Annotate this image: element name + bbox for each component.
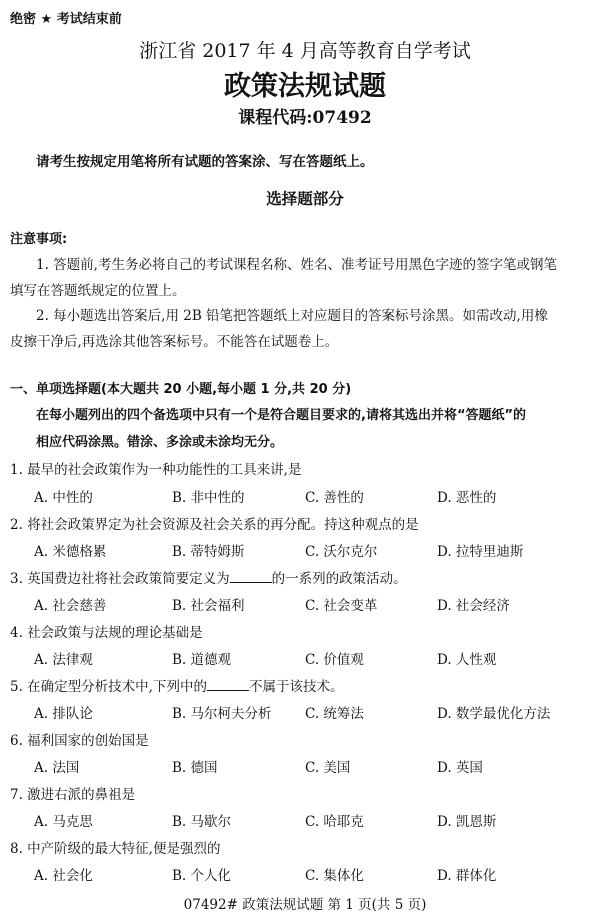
option-d: D. 人性观 xyxy=(437,652,497,668)
option-b: B. 马尔柯夫分析 xyxy=(172,706,272,722)
option-d: D. 凯恩斯 xyxy=(437,814,497,830)
question-stem: 5. 在确定型分析技术中,下列中的 不属于该技术。 xyxy=(10,679,344,695)
option-b: B. 非中性的 xyxy=(172,490,245,506)
option-d: D. 拉特里迪斯 xyxy=(437,544,524,560)
note-line: 填写在答题纸规定的位置上。 xyxy=(10,283,186,299)
answer-blank xyxy=(230,570,272,583)
part-title: 选择题部分 xyxy=(266,190,344,208)
option-b: B. 道德观 xyxy=(172,652,232,668)
option-a: A. 社会慈善 xyxy=(34,598,107,614)
option-b: B. 社会福利 xyxy=(172,598,245,614)
question-stem: 7. 激进右派的鼻祖是 xyxy=(10,787,136,803)
option-d: D. 恶性的 xyxy=(437,490,497,506)
option-b: B. 蒂特姆斯 xyxy=(172,544,245,560)
option-a: A. 排队论 xyxy=(34,706,93,722)
option-a: A. 马克思 xyxy=(34,814,93,830)
option-b: B. 个人化 xyxy=(172,868,232,884)
course-code: 课程代码:07492 xyxy=(238,108,372,128)
option-a: A. 米德格累 xyxy=(34,544,107,560)
exam-title: 浙江省 2017 年 4 月高等教育自学考试 xyxy=(139,40,471,62)
option-c: C. 集体化 xyxy=(305,868,364,884)
option-c: C. 善性的 xyxy=(305,490,364,506)
option-c: C. 价值观 xyxy=(305,652,364,668)
option-a: A. 法律观 xyxy=(34,652,93,668)
question-stem: 2. 将社会政策界定为社会资源及社会关系的再分配。持这种观点的是 xyxy=(10,517,419,533)
question-stem: 4. 社会政策与法规的理论基础是 xyxy=(10,625,203,641)
option-c: C. 美国 xyxy=(305,760,351,776)
note-line: 2. 每小题选出答案后,用 2B 铅笔把答题纸上对应题目的答案标号涂黑。如需改动,用橡 xyxy=(36,308,548,324)
question-stem: 6. 福利国家的创始国是 xyxy=(10,733,149,749)
note-line: 皮擦干净后,再选涂其他答案标号。不能答在试题卷上。 xyxy=(10,334,339,350)
subject-title: 政策法规试题 xyxy=(224,71,386,102)
option-d: D. 数学最优化方法 xyxy=(437,706,551,722)
section-heading: 一、单项选择题(本大题共 20 小题,每小题 1 分,共 20 分) xyxy=(10,382,352,397)
answer-blank xyxy=(207,678,249,691)
option-c: C. 沃尔克尔 xyxy=(305,544,378,560)
option-b: B. 马歇尔 xyxy=(172,814,232,830)
question-stem: 8. 中产阶级的最大特征,便是强烈的 xyxy=(10,841,221,857)
notes-heading: 注意事项: xyxy=(10,232,68,247)
question-stem: 1. 最早的社会政策作为一种功能性的工具来讲,是 xyxy=(10,462,302,478)
option-c: C. 统筹法 xyxy=(305,706,364,722)
section-description: 在每小题列出的四个备选项中只有一个是符合题目要求的,请将其选出并将“答题纸”的 xyxy=(36,408,527,423)
section-description: 相应代码涂黑。错涂、多涂或未涂均无分。 xyxy=(36,435,284,450)
page-footer: 07492# 政策法规试题 第 1 页(共 5 页) xyxy=(183,897,427,913)
note-line: 1. 答题前,考生务必将自己的考试课程名称、姓名、准考证号用黑色字迹的签字笔或钢笔 xyxy=(36,257,557,273)
option-d: D. 英国 xyxy=(437,760,483,776)
option-d: D. 群体化 xyxy=(437,868,497,884)
option-b: B. 德国 xyxy=(172,760,218,776)
option-a: A. 社会化 xyxy=(34,868,93,884)
confidential-mark: 绝密 ★ 考试结束前 xyxy=(10,12,122,27)
option-a: A. 法国 xyxy=(34,760,80,776)
question-stem: 3. 英国费边社将社会政策简要定义为 的一系列的政策活动。 xyxy=(10,571,407,587)
option-d: D. 社会经济 xyxy=(437,598,510,614)
option-a: A. 中性的 xyxy=(34,490,93,506)
general-instruction: 请考生按规定用笔将所有试题的答案涂、写在答题纸上。 xyxy=(36,154,374,170)
option-c: C. 哈耶克 xyxy=(305,814,364,830)
option-c: C. 社会变革 xyxy=(305,598,378,614)
